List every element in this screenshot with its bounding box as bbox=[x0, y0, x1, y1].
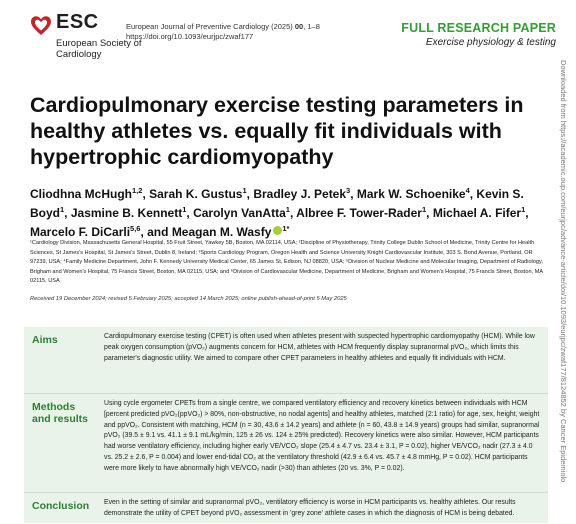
author-affiliation-marker: 5,6 bbox=[130, 224, 141, 233]
download-sidebar bbox=[556, 60, 570, 523]
author-separator: , bbox=[246, 187, 254, 201]
logo-text: ESC bbox=[56, 11, 99, 33]
author-name: Cliodhna McHugh bbox=[30, 187, 132, 201]
author-separator: , bbox=[186, 206, 194, 220]
author-affiliation-marker: 1,2 bbox=[132, 186, 143, 195]
journal-info bbox=[126, 22, 320, 42]
section-text: Even in the setting of similar and supranormal pVO₂, ventilatory efficiency is worse in HCM participants vs. healthy athletes. Our results demonstrate the utility of CPET beyond pVO₂ assessment in 'grey zone' athlete cases in which the diagnosis of HCM is being debated. bbox=[104, 499, 516, 517]
section-text: Using cycle ergometer CPETs from a single centre, we compared ventilatory efficiency and recovery kinetics between individuals with HCM [percent predicted pVO₂(ppVO₂) > 80%, non-obstructive, no nodal agents] and healthy athletes, matched (2:1 ratio) for age, sex, height, weight and ppVO₂. Consistent with matching, HCM (n = 30, 43.6 ± 14.2 years) and athlete (n = 60, 43.8 ± 14.9 years) groups had similar, supranormal pVO₂ (39.5 ± 9.1 vs. 41.1 ± 9.1 mL/kg/min, 125 ± 26 vs. 124 ± 25% predicted). Recovery kinetics were also similar. However, HCM participants had worse ventilatory efficiency, including higher early VE/VCO₂ slope (25.4 ± 4.7 vs. 23.4 ± 3.1, P = 0.02), higher VE/VCO₂ nadir (27.3 ± 4.0 vs. 25.2 ± 2.6, P = 0.004) and lower end-tidal CO₂ at the ventilatory threshold (42.9 ± 6.4 vs. 45.7 ± 4.8 mmHg, P = 0.02). HCM participants were more likely to have abnormally high VE/VCO₂ nadir (>30) than athletes (20 vs. 3%, P = 0.02). bbox=[104, 400, 540, 472]
section-label: Methods and results bbox=[32, 401, 89, 425]
affiliations: ¹Cardiology Division, Massachusetts General Hospital, 55 Fruit Street, Yawkey 5B, Boston, MA 02114, USA; ²Discipline of Physiotherapy, Trinity College Dublin School of Medicine, Trinity Centre for Health Sciences, St James's Hospital, St James's Street, Dublin 8, Ireland; ³Sports Cardiology Program, Oregon Health and Science University Knight Cardiovascular Institute, 303 S. Bond Avenue, Portland, OR 97239, USA; ⁴Family Medicine Department, John F. Kennedy University Medical Center, 65 James St, Edison, NJ 08820, USA; ⁵Division of Nuclear Medicine and Molecular Imaging, Department of Radiology, Brigham and Women's Hospital, 75 Francis Street, Boston, MA 02115, USA; and ⁶Division of Cardiovascular Medicine, Department of Medicine, Brigham and Women's Hospital, 75 Francis Street, Boston, MA 02115, USA bbox=[30, 240, 543, 284]
section-label: Conclusion bbox=[32, 500, 90, 512]
author-separator: , bbox=[64, 206, 71, 220]
author-name: Michael A. Fifer bbox=[432, 206, 522, 220]
author-affiliation-marker: 1 bbox=[242, 186, 247, 195]
author-name: Carolyn VanAtta bbox=[193, 206, 286, 220]
doi-link[interactable]: https://doi.org/10.1093/eurjpc/zwaf177 bbox=[126, 32, 254, 41]
journal-header bbox=[30, 0, 556, 72]
author-separator: , bbox=[525, 206, 529, 220]
article-dates: Received 19 December 2024; revised 5 February 2025; accepted 14 March 2025; online publish-ahead-of-print 5 May 2025 bbox=[30, 296, 347, 302]
author-affiliation-marker: 1* bbox=[282, 224, 290, 233]
journal-name: European Journal of Preventive Cardiology (2025) bbox=[126, 22, 293, 31]
heart-logo-icon bbox=[30, 15, 52, 37]
journal-pages: , 1–8 bbox=[303, 22, 320, 31]
author-separator: , bbox=[350, 187, 357, 201]
esc-logo bbox=[30, 11, 142, 64]
author-name: Kevin S. Boyd bbox=[30, 187, 524, 220]
author-list bbox=[30, 183, 540, 240]
structured-abstract bbox=[24, 327, 548, 523]
journal-volume: 00 bbox=[294, 22, 304, 31]
article-type: FULL RESEARCH PAPER bbox=[401, 21, 556, 35]
author-affiliation-marker: 1 bbox=[182, 205, 187, 214]
author-name: Mark W. Schoenike bbox=[356, 187, 466, 201]
author-name: Jasmine B. Kennett bbox=[70, 206, 183, 220]
section-text: Cardiopulmonary exercise testing (CPET) is often used when athletes present with suspected hypertrophic cardiomyopathy (HCM). While low peak oxygen consumption (pVO₂) augments concern for HCM, athletes with HCM frequently display supranormal pVO₂, which limits this parameter's diagnostic utility. We aimed to compare other CPET parameters in healthy athletes and equally fit individuals with HCM. bbox=[104, 333, 535, 362]
abstract-aims bbox=[24, 327, 548, 393]
author-name: Albree F. Tower-Rader bbox=[296, 206, 422, 220]
author-affiliation-marker: 1 bbox=[60, 205, 65, 214]
article-type-block bbox=[401, 21, 556, 48]
author-separator: , and bbox=[140, 225, 172, 239]
author-separator: , bbox=[289, 206, 297, 220]
author-separator: , bbox=[469, 187, 477, 201]
article-section: Exercise physiology & testing bbox=[425, 37, 556, 48]
abstract-conclusion bbox=[24, 492, 548, 524]
author-name: Sarah K. Gustus bbox=[149, 187, 243, 201]
section-label: Aims bbox=[32, 334, 58, 346]
logo-subtitle: European Society of Cardiology bbox=[56, 38, 142, 60]
journal-citation bbox=[126, 22, 320, 32]
author-name: Meagan M. Wasfy bbox=[171, 225, 272, 239]
author-affiliation-marker: 3 bbox=[346, 186, 351, 195]
author-affiliation-marker: 1 bbox=[521, 205, 526, 214]
author-affiliation-marker: 1 bbox=[421, 205, 427, 214]
author-affiliation-marker: 4 bbox=[465, 186, 470, 195]
article-title: Cardiopulmonary exercise testing parameters in healthy athletes vs. equally fit individuals with hypertrophic cardiomyopathy bbox=[30, 93, 524, 169]
author-separator: , bbox=[142, 187, 150, 201]
author-separator: , bbox=[426, 206, 433, 220]
author-affiliation-marker: 1 bbox=[285, 205, 290, 214]
abstract-methods-results bbox=[24, 393, 548, 493]
author-name: Marcelo F. DiCarli bbox=[30, 225, 131, 239]
author-name: Bradley J. Petek bbox=[253, 187, 347, 201]
download-note: Downloaded from https://academic.oup.com/eurjpc/advance-article/doi/10.1093/eurjpc/zwaf177/8124852 by Cancer Epidemiolo bbox=[559, 60, 568, 483]
